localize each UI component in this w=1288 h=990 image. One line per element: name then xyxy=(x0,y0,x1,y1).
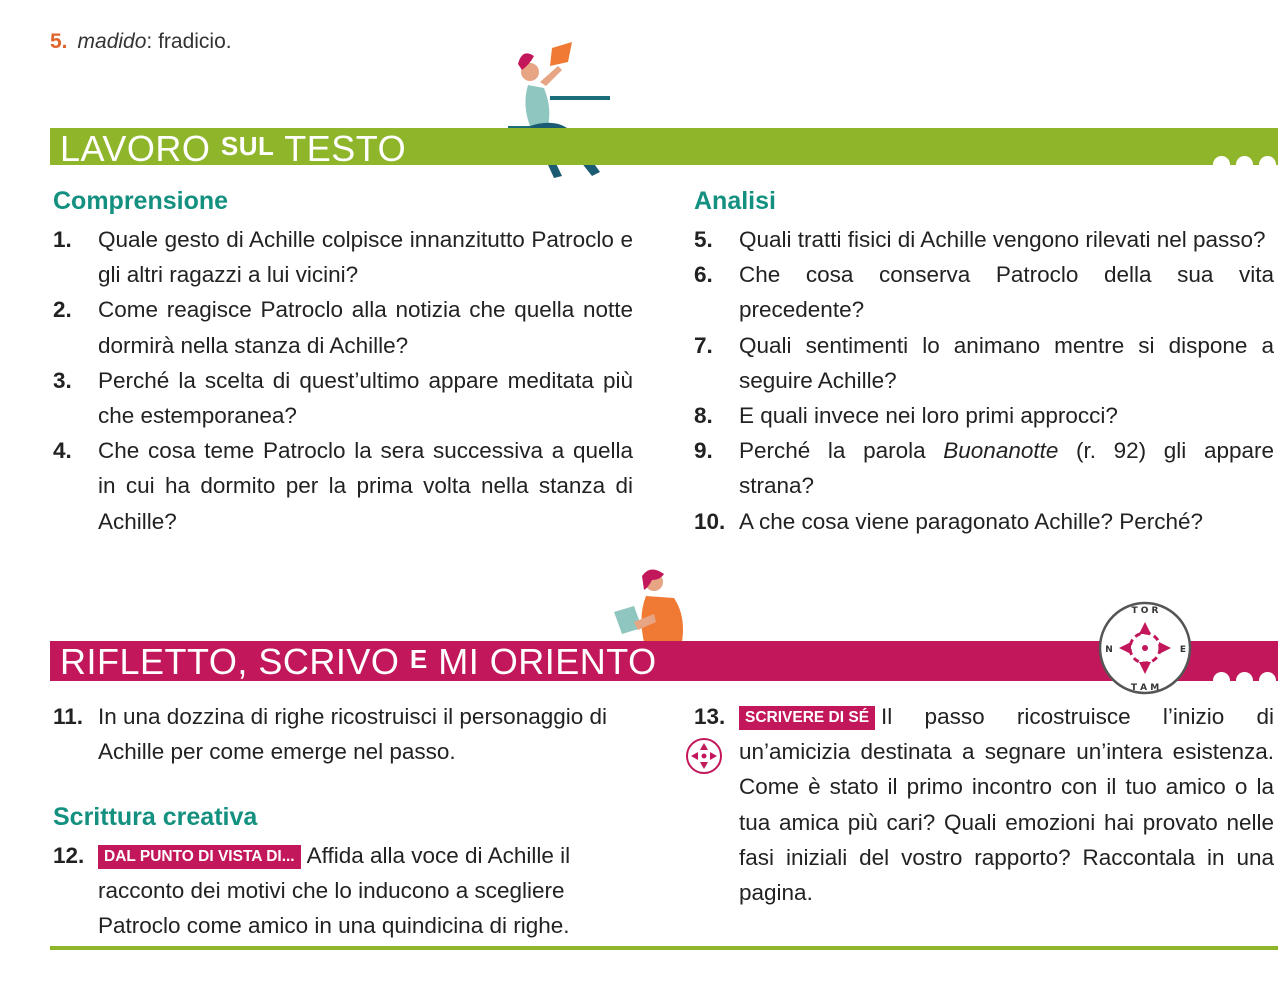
question-text-part: Perché la parola xyxy=(739,438,944,464)
question-item xyxy=(694,257,1274,327)
compass-letter: T A M xyxy=(1130,683,1160,693)
question-item xyxy=(694,699,1274,910)
question-text-part: (r. 92) gli appare strana? xyxy=(739,438,1275,499)
orientamento-compass-icon xyxy=(1097,600,1193,696)
question-number: 12. xyxy=(53,843,85,868)
question-number: 10. xyxy=(694,508,726,534)
question-number: 1. xyxy=(53,227,72,252)
question-item xyxy=(53,363,633,433)
question-number: 11. xyxy=(53,704,84,729)
analisi-questions xyxy=(694,222,1274,539)
question-number: 13. xyxy=(694,704,726,729)
question-text-part: Affida alla voce di Achille il racconto dei motivi che lo inducono a scegliere Patroclo come amico in una quindicina di righe. xyxy=(98,843,571,939)
question-item xyxy=(694,328,1274,398)
question-item xyxy=(53,699,633,769)
question-number: 8. xyxy=(694,403,713,429)
question-text: Che cosa conserva Patroclo della sua vita precedente? xyxy=(739,262,1274,323)
question-number: 3. xyxy=(53,367,72,393)
lavoro-sul-testo-banner xyxy=(50,128,1278,169)
question-item xyxy=(53,838,633,944)
comprensione-heading: Comprensione xyxy=(53,187,229,215)
q11-block xyxy=(53,699,633,769)
question-text: Quali tratti fisici di Achille vengono rilevati nel passo? xyxy=(739,227,1266,252)
question-item xyxy=(53,292,633,362)
footnote-term: madido xyxy=(77,30,147,53)
question-text: E quali invece nei loro primi approcci? xyxy=(739,403,1118,429)
q13-block xyxy=(694,699,1274,910)
dal-punto-di-vista-tag: DAL PUNTO DI VISTA DI... xyxy=(98,845,301,869)
question-item xyxy=(694,504,1274,539)
question-text: In una dozzina di righe ricostruisci il personaggio di Achille per come emerge nel passo. xyxy=(98,704,608,765)
question-text: Quali sentimenti lo animano mentre si dispone a seguire Achille? xyxy=(739,332,1274,393)
question-text xyxy=(739,699,1274,910)
small-compass-icon xyxy=(683,737,725,775)
lavoro-sul-testo-title xyxy=(60,126,406,169)
title-part-1: LAVORO xyxy=(60,128,221,169)
banner-dots xyxy=(1213,672,1276,680)
question-number: 2. xyxy=(53,297,72,323)
question-text: A che cosa viene paragonato Achille? Perché? xyxy=(739,508,1204,534)
question-number: 4. xyxy=(53,438,72,464)
question-item xyxy=(53,222,633,292)
scrivere-di-se-tag: SCRIVERE DI SÉ xyxy=(739,706,875,730)
comprensione-questions xyxy=(53,222,633,539)
question-text: Quale gesto di Achille colpisce innanzitutto Patroclo e gli altri ragazzi a lui vicini? xyxy=(98,227,633,288)
question-text: Come reagisce Patroclo alla notizia che quella notte dormirà nella stanza di Achille? xyxy=(98,297,633,358)
title-part-2: E xyxy=(409,644,428,674)
title-part-3: MI ORIENTO xyxy=(427,641,657,682)
question-number: 7. xyxy=(694,332,713,358)
question-number: 6. xyxy=(694,262,713,288)
title-part-1: RIFLETTO, SCRIVO xyxy=(60,641,410,682)
rifletto-scrivo-banner xyxy=(50,641,1278,681)
seated-reader-illustration xyxy=(608,566,688,644)
footnote-definition: : fradicio. xyxy=(146,30,232,53)
question-text-italic: Buonanotte xyxy=(943,438,1059,464)
question-item xyxy=(694,398,1274,433)
bottom-divider xyxy=(50,946,1278,950)
question-item xyxy=(694,222,1274,257)
question-item xyxy=(53,433,633,539)
compass-letter: T O R xyxy=(1131,606,1159,616)
rifletto-scrivo-title xyxy=(60,639,657,682)
question-item xyxy=(694,433,1274,503)
title-part-2: SUL xyxy=(220,131,275,161)
scrittura-creativa-heading: Scrittura creativa xyxy=(53,803,258,831)
banner-dots xyxy=(1213,156,1276,164)
question-text xyxy=(739,433,1274,503)
footnote xyxy=(50,30,232,54)
question-text-part: Il passo ricostruisce l’inizio di un’amicizia destinata a segnare un’intera esistenza. Come è stato il primo incontro con il tuo amico o la tua amica più cari? Quali emozioni hai provato nelle fasi iniziali del vostro rapporto? Raccontala in una pagina. xyxy=(739,704,1274,906)
question-number: 5. xyxy=(694,227,713,252)
q12-block xyxy=(53,838,633,944)
compass-letter: N xyxy=(1105,645,1113,655)
question-text: Perché la scelta di quest’ultimo appare meditata più che estemporanea? xyxy=(98,367,633,429)
footnote-number: 5. xyxy=(50,30,68,53)
title-part-3: TESTO xyxy=(274,128,407,169)
analisi-heading: Analisi xyxy=(694,187,776,215)
question-text xyxy=(98,838,633,944)
question-number: 9. xyxy=(694,438,713,464)
compass-letter: E xyxy=(1179,645,1187,655)
question-text: Che cosa teme Patroclo la sera successiva a quella in cui ha dormito per la prima volta nella stanza di Achille? xyxy=(98,438,633,534)
